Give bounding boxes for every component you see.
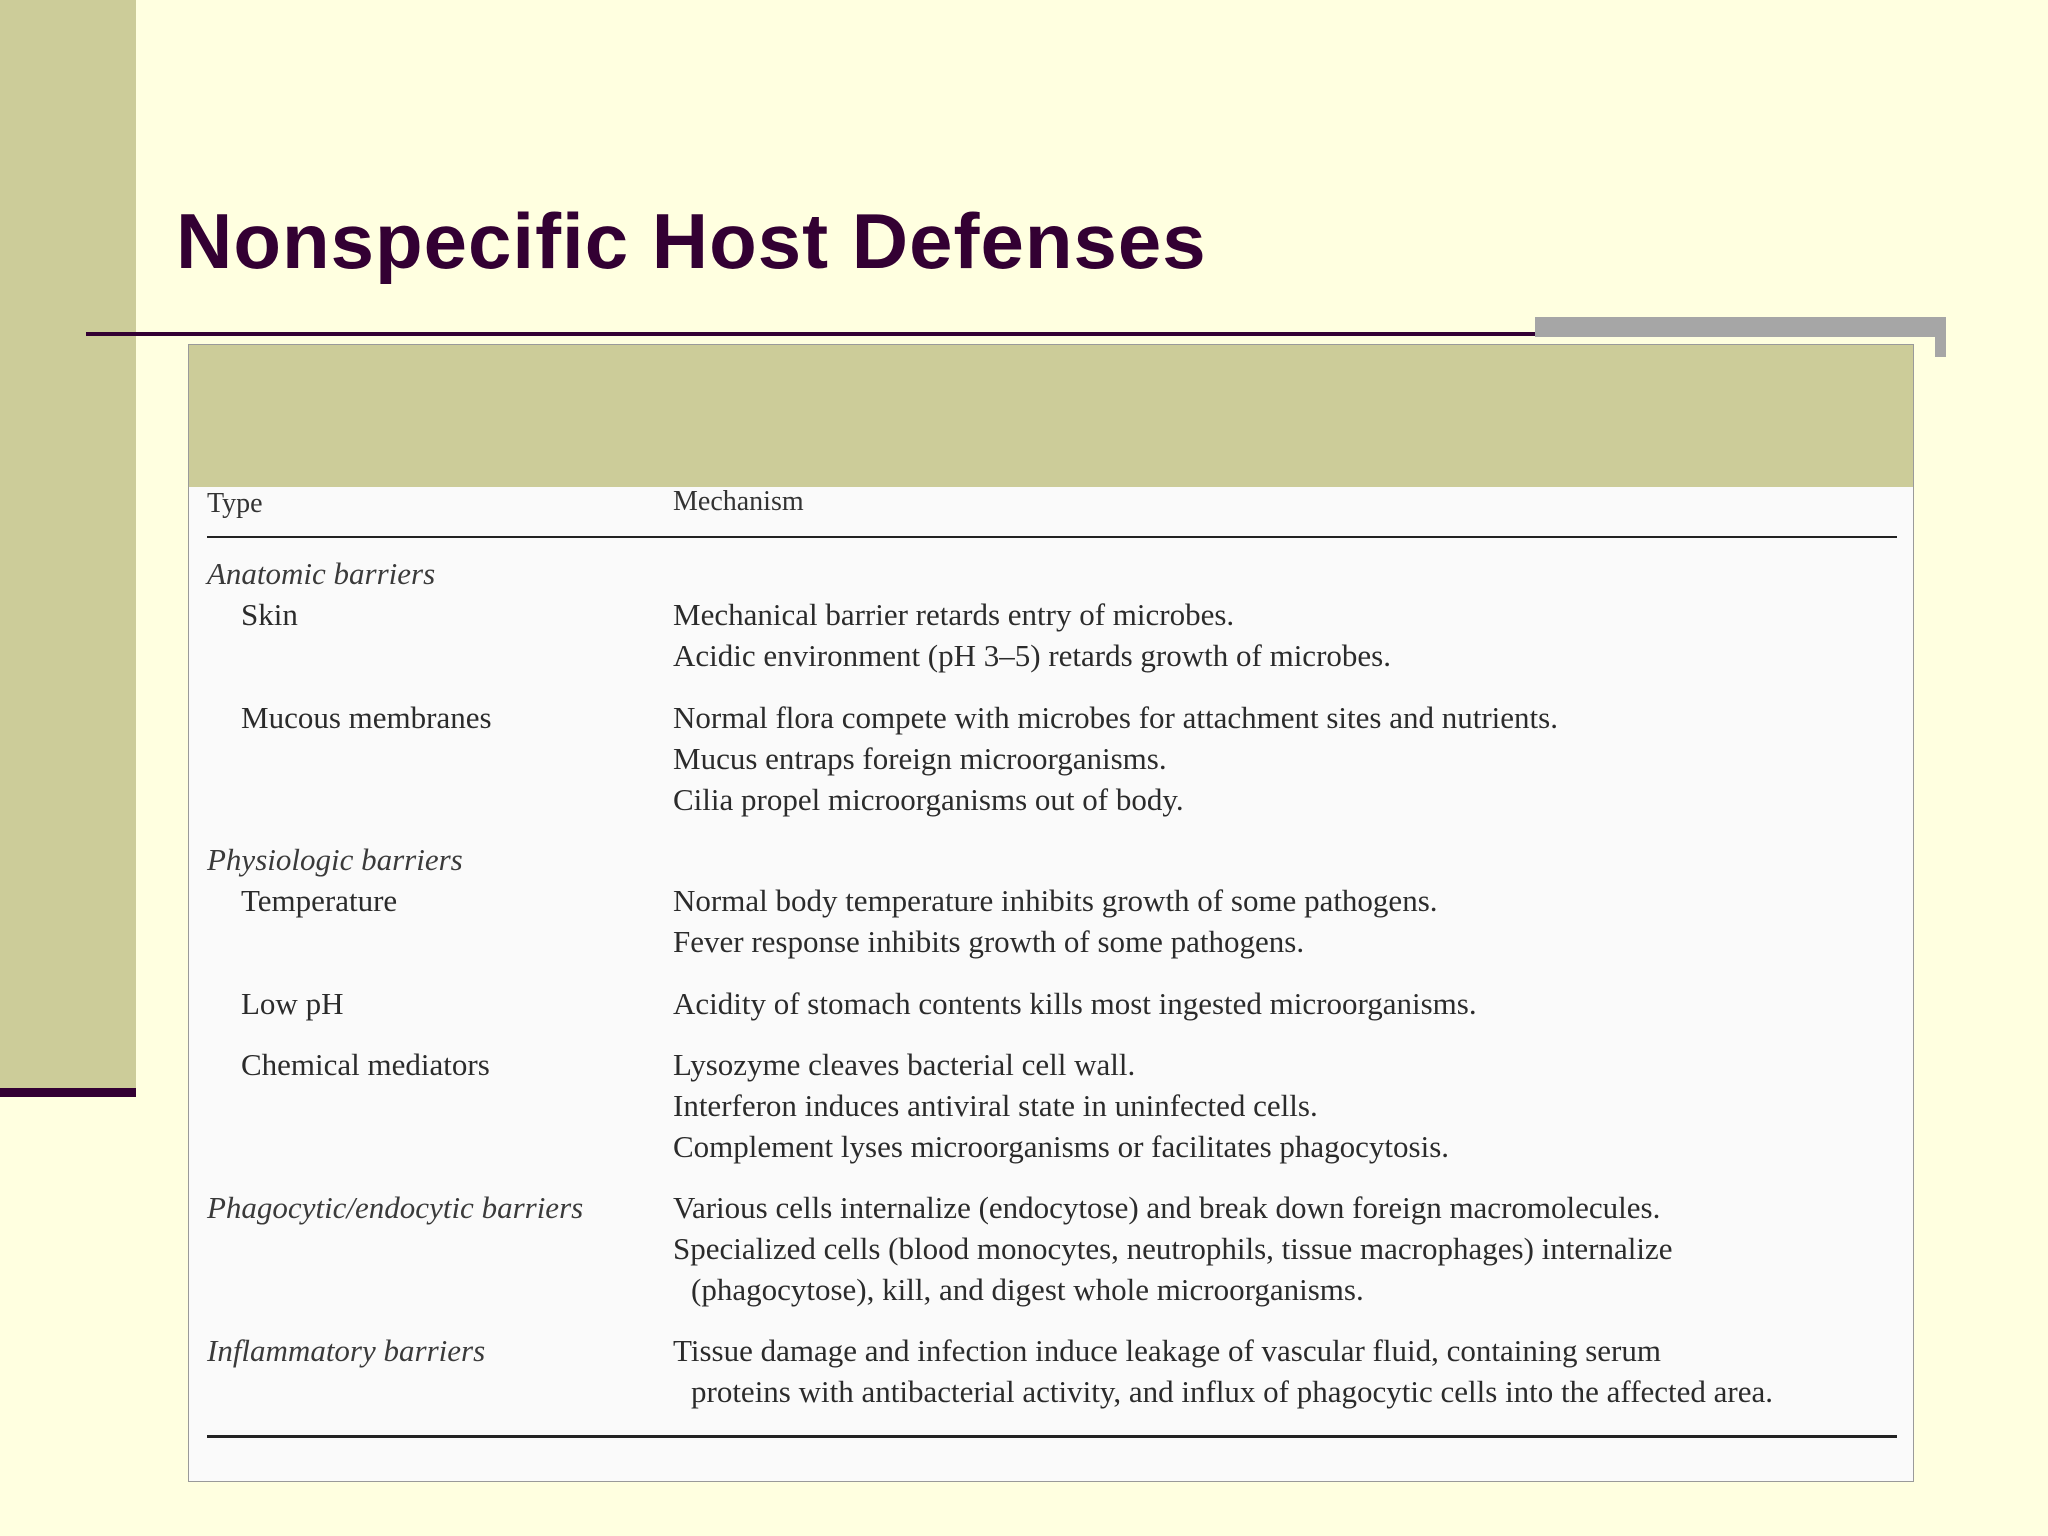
table-row-mechanism-line: Interferon induces antiviral state in uninfected cells. — [673, 1088, 1318, 1123]
table-row-mechanism-line: (phagocytose), kill, and digest whole microorganisms. — [691, 1272, 1364, 1307]
table-row-mechanism-line: Specialized cells (blood monocytes, neutrophils, tissue macrophages) internalize — [673, 1231, 1673, 1266]
table-row-mechanism-line: Various cells internalize (endocytose) and break down foreign macromolecules. — [673, 1190, 1661, 1225]
table-row-category: Phagocytic/endocytic barriers — [207, 1190, 584, 1225]
table-row-mechanism-line: Complement lyses microorganisms or facilitates phagocytosis. — [673, 1129, 1450, 1164]
column-header-type: Type — [207, 488, 263, 519]
table-row-mechanism-line: Tissue damage and infection induce leakage of vascular fluid, containing serum — [673, 1333, 1661, 1368]
column-header-mechanism: Mechanism — [673, 486, 804, 517]
table-row-mechanism-line: Mucus entraps foreign microorganisms. — [673, 741, 1167, 776]
table-row-type: Low pH — [241, 986, 344, 1021]
title-divider-accent — [1535, 317, 1946, 337]
table-row-mechanism-line: Normal body temperature inhibits growth of some pathogens. — [673, 883, 1438, 918]
table-row-mechanism-line: Cilia propel microorganisms out of body. — [673, 782, 1184, 817]
table-row-category: Anatomic barriers — [207, 556, 436, 591]
slide-title: Nonspecific Host Defenses — [176, 197, 1207, 285]
table-row-type: Skin — [241, 597, 298, 632]
table-row-mechanism-line: Mechanical barrier retards entry of microbes. — [673, 597, 1235, 632]
table-row-mechanism-line: Acidity of stomach contents kills most ingested microorganisms. — [673, 986, 1477, 1021]
table-row-type: Temperature — [241, 883, 398, 918]
table-row-category: Physiologic barriers — [207, 842, 463, 877]
left-accent-bar — [0, 0, 136, 1088]
table-row-type: Mucous membranes — [241, 700, 492, 735]
table-row-mechanism-line: Lysozyme cleaves bacterial cell wall. — [673, 1047, 1136, 1082]
header-rule — [207, 536, 1897, 538]
table-row-mechanism-line: Acidic environment (pH 3–5) retards growth of microbes. — [673, 638, 1391, 673]
table-header-band — [189, 345, 1913, 487]
title-divider-accent-tail — [1935, 337, 1946, 357]
defenses-table — [188, 344, 1914, 1482]
table-row-mechanism-line: proteins with antibacterial activity, and influx of phagocytic cells into the affected area. — [691, 1374, 1774, 1409]
table-bottom-rule — [207, 1435, 1897, 1438]
left-accent-bar-underline — [0, 1088, 136, 1097]
table-row-mechanism-line: Normal flora compete with microbes for attachment sites and nutrients. — [673, 700, 1558, 735]
table-row-category: Inflammatory barriers — [207, 1333, 486, 1368]
table-row-type: Chemical mediators — [241, 1047, 490, 1082]
table-row-mechanism-line: Fever response inhibits growth of some pathogens. — [673, 924, 1305, 959]
